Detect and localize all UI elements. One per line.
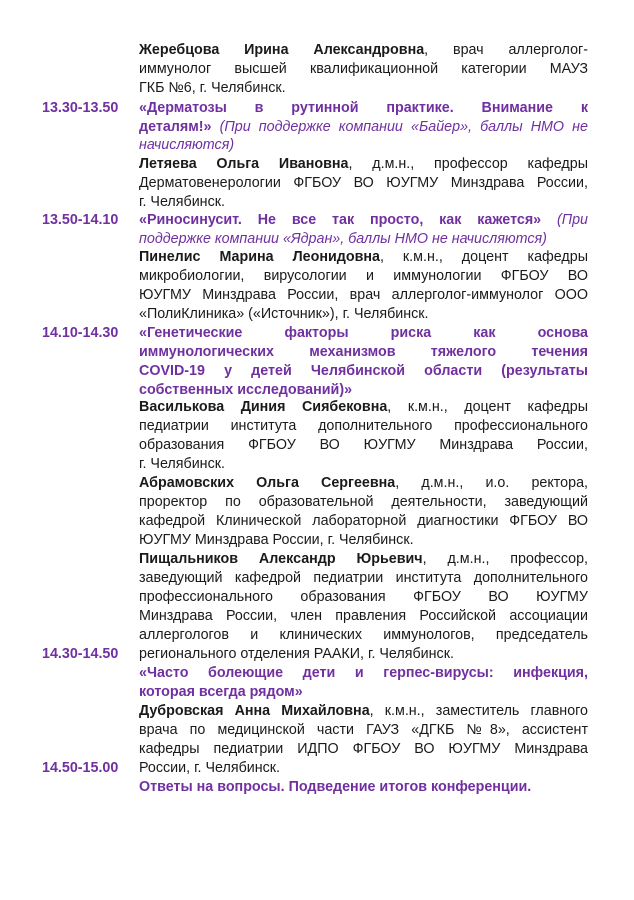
text-line bbox=[139, 193, 588, 212]
speaker-details: Дерматовенерологии ФГБОУ ВО ЮУГМУ Минздрава России, bbox=[139, 175, 588, 191]
speaker-details: регионального отделения РААКИ, г. Челябинск. bbox=[139, 646, 454, 662]
speaker-name: Василькова Диния Сиябековна bbox=[139, 399, 388, 415]
text-line bbox=[139, 664, 588, 683]
time-slot: 13.30-13.50 bbox=[42, 100, 119, 116]
speaker-details: кафедрой Клинической лабораторной диагностики ФГБОУ ВО bbox=[139, 513, 588, 529]
text-line bbox=[139, 305, 588, 324]
text-line bbox=[139, 455, 588, 474]
speaker-details: врача по медицинской части ГАУЗ «ДГКБ №8», ассистент bbox=[139, 722, 588, 738]
speaker-details: ЮУГМУ Минздрава России, г. Челябинск. bbox=[139, 532, 414, 548]
text-line bbox=[139, 550, 588, 569]
speaker-details: г. Челябинск. bbox=[139, 456, 225, 472]
speaker-details: педиатрии института дополнительного профессионального bbox=[139, 418, 588, 434]
talk-title: «Дерматозы в рутинной практике. Внимание к bbox=[139, 100, 588, 116]
time-slot: 14.10-14.30 bbox=[42, 325, 119, 341]
text-line bbox=[139, 417, 588, 436]
speaker-details: профессионального образования ФГБОУ ВО ЮУГМУ bbox=[139, 589, 588, 605]
text-line bbox=[139, 99, 588, 118]
talk-title: COVID-19 у детей Челябинской области (результаты bbox=[139, 363, 588, 379]
time-slot: 13.50-14.10 bbox=[42, 212, 119, 228]
speaker-name: Дубровская Анна Михайловна bbox=[139, 703, 370, 719]
text-line bbox=[139, 759, 588, 778]
text-line bbox=[139, 493, 588, 512]
sponsor-note: начисляются) bbox=[139, 137, 235, 153]
text-line bbox=[139, 626, 588, 645]
text-line bbox=[139, 740, 588, 759]
time-slot: 14.50-15.00 bbox=[42, 760, 119, 776]
speaker-name: Пинелис Марина Леонидовна bbox=[139, 249, 380, 265]
text-line bbox=[139, 436, 588, 455]
speaker-details: ГКБ №6, г. Челябинск. bbox=[139, 80, 286, 96]
sponsor-note: (При поддержке компании «Байер», баллы НМО не bbox=[211, 119, 588, 135]
speaker-name: Пищальников Александр Юрьевич bbox=[139, 551, 423, 567]
talk-title: деталям!» bbox=[139, 119, 212, 135]
text-line bbox=[139, 398, 588, 417]
text-line bbox=[139, 702, 588, 721]
talk-title: иммунологических механизмов тяжелого течения bbox=[139, 344, 588, 360]
speaker-details: образования ФГБОУ ВО ЮУГМУ Минздрава России, bbox=[139, 437, 588, 453]
text-line bbox=[139, 607, 588, 626]
speaker-details: , к.м.н., доцент кафедры bbox=[387, 399, 588, 415]
speaker-details: , д.м.н., профессор кафедры bbox=[348, 156, 588, 172]
text-line bbox=[139, 588, 588, 607]
speaker-details: Минздрава России, член правления Российской ассоциации bbox=[139, 608, 588, 624]
text-line bbox=[139, 645, 588, 664]
text-line bbox=[139, 286, 588, 305]
speaker-details: аллергологов и клинических иммунологов, председатель bbox=[139, 627, 588, 643]
text-line bbox=[139, 569, 588, 588]
talk-title: Ответы на вопросы. Подведение итогов конференции. bbox=[139, 779, 532, 795]
talk-title: собственных исследований)» bbox=[139, 382, 353, 398]
speaker-details: , к.м.н., заместитель главного bbox=[369, 703, 589, 719]
text-line bbox=[139, 155, 588, 174]
speaker-details: заведующий кафедрой педиатрии института дополнительного bbox=[139, 570, 588, 586]
text-line bbox=[139, 343, 588, 362]
sponsor-note: (При bbox=[541, 212, 588, 228]
text-line bbox=[139, 41, 588, 60]
text-line bbox=[139, 683, 588, 702]
speaker-details: «ПолиКлиника» («Источник»), г. Челябинск. bbox=[139, 306, 429, 322]
speaker-name: Летяева Ольга Ивановна bbox=[139, 156, 349, 172]
sponsor-note: поддержке компании «Ядран», баллы НМО не начисляются) bbox=[139, 231, 547, 247]
speaker-details: России, г. Челябинск. bbox=[139, 760, 281, 776]
talk-title: которая всегда рядом» bbox=[139, 684, 303, 700]
text-line bbox=[139, 267, 588, 286]
talk-title: «Часто болеющие дети и герпес-вирусы: инфекция, bbox=[139, 665, 588, 681]
text-line bbox=[139, 230, 588, 249]
text-line bbox=[139, 324, 588, 343]
speaker-details: кафедры педиатрии ИДПО ФГБОУ ВО ЮУГМУ Минздрава bbox=[139, 741, 588, 757]
talk-title: «Генетические факторы риска как основа bbox=[139, 325, 588, 341]
text-line bbox=[139, 778, 588, 797]
text-line bbox=[139, 60, 588, 79]
speaker-name: Жеребцова Ирина Александровна bbox=[139, 42, 425, 58]
text-line bbox=[139, 531, 588, 550]
text-line bbox=[139, 136, 588, 155]
text-line bbox=[139, 211, 588, 230]
speaker-details: , д.м.н., и.о. ректора, bbox=[395, 475, 588, 491]
text-line bbox=[139, 474, 588, 493]
text-line bbox=[139, 721, 588, 740]
text-line bbox=[139, 118, 588, 137]
text-line bbox=[139, 79, 588, 98]
speaker-name: Абрамовских Ольга Сергеевна bbox=[139, 475, 396, 491]
speaker-details: , врач аллерголог- bbox=[424, 42, 588, 58]
speaker-details: микробиологии, вирусологии и иммунологии ФГБОУ ВО bbox=[139, 268, 588, 284]
talk-title: «Риносинусит. Не все так просто, как кажется» bbox=[139, 212, 542, 228]
text-line bbox=[139, 362, 588, 381]
text-line bbox=[139, 174, 588, 193]
time-slot: 14.30-14.50 bbox=[42, 646, 119, 662]
speaker-details: проректор по образовательной деятельности, заведующий bbox=[139, 494, 588, 510]
text-line bbox=[139, 248, 588, 267]
speaker-details: ЮУГМУ Минздрава России, врач аллерголог-иммунолог ООО bbox=[139, 287, 588, 303]
speaker-details: , д.м.н., профессор, bbox=[422, 551, 588, 567]
speaker-details: г. Челябинск. bbox=[139, 194, 225, 210]
speaker-details: , к.м.н., доцент кафедры bbox=[379, 249, 588, 265]
text-line bbox=[139, 512, 588, 531]
speaker-details: иммунолог высшей квалификационной категории МАУЗ bbox=[139, 61, 588, 77]
